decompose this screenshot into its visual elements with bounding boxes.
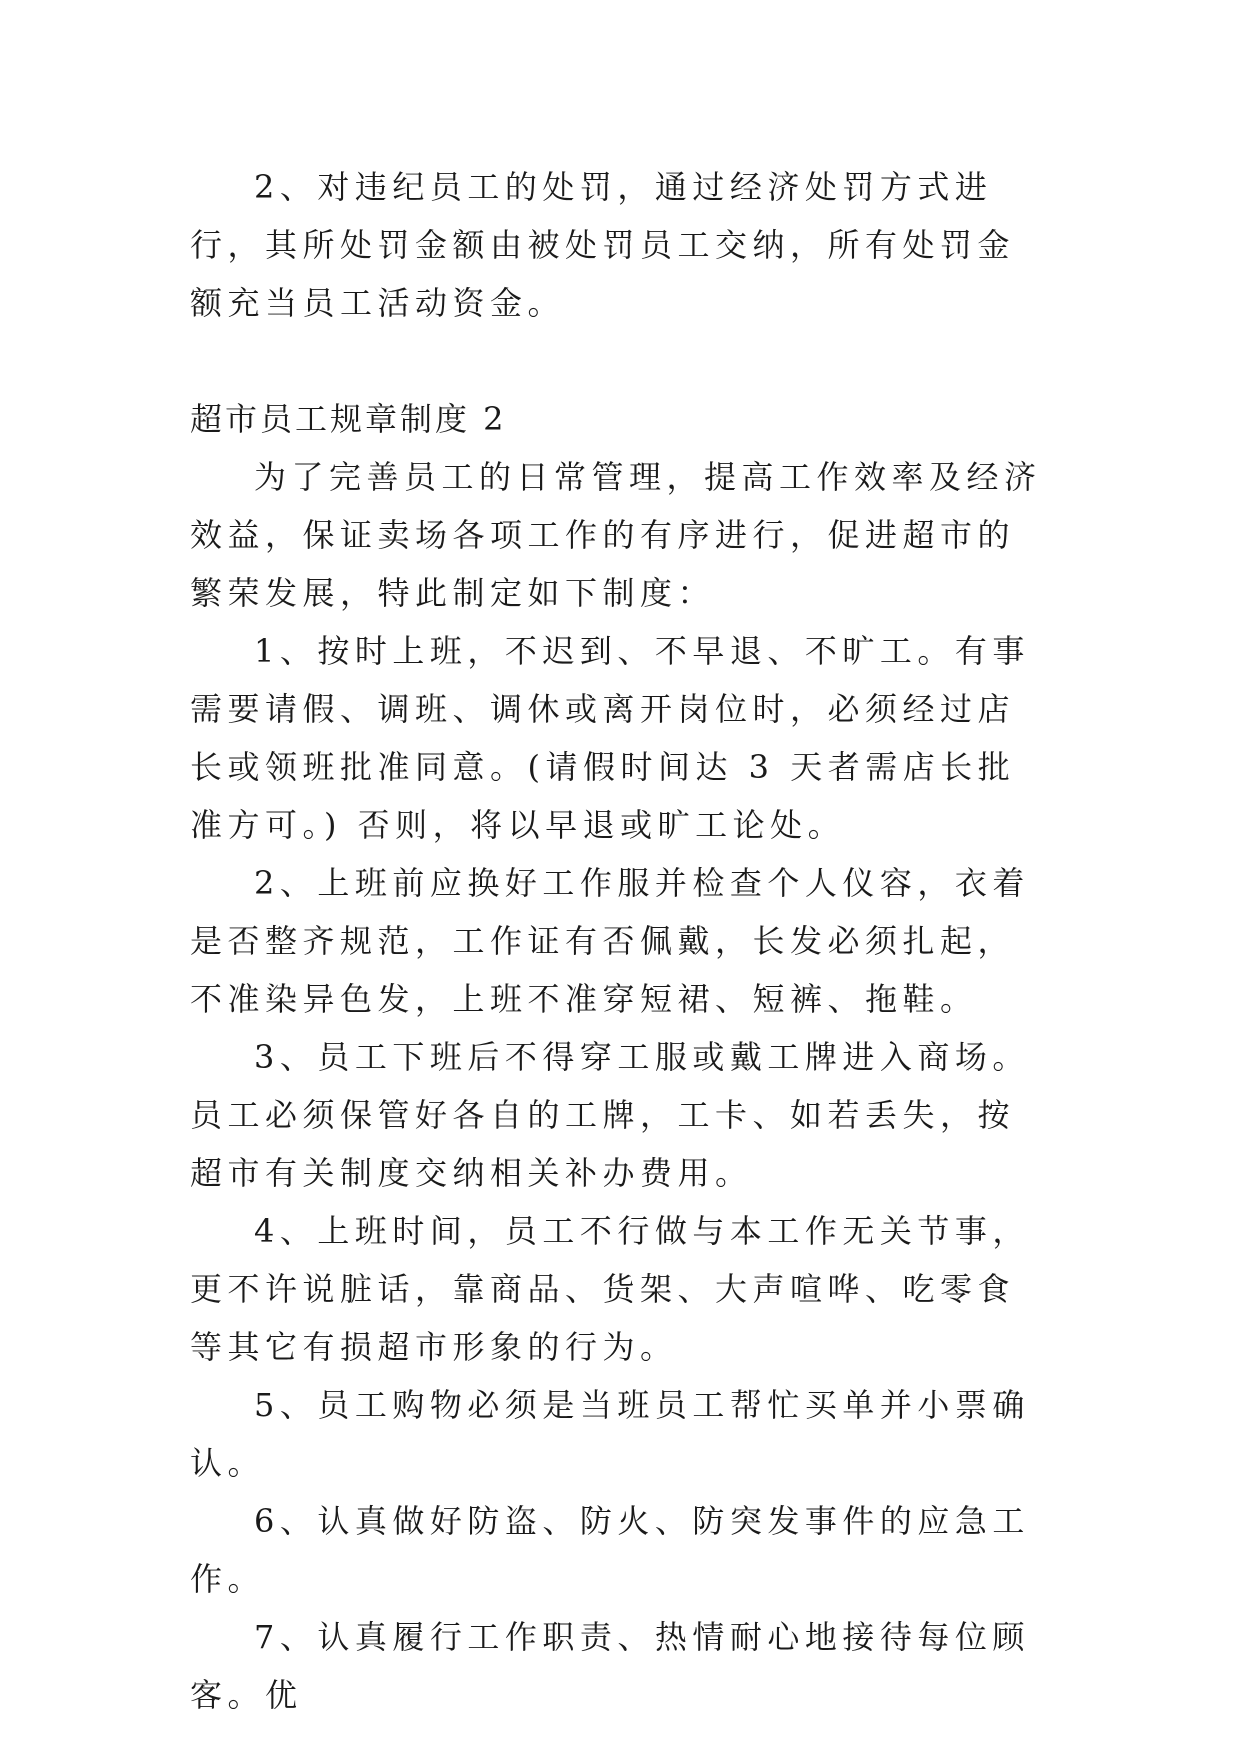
paragraph-intro: 为了完善员工的日常管理，提高工作效率及经济效益，保证卖场各项工作的有序进行，促进超市的繁荣发展，特此制定如下制度： xyxy=(190,458,1042,612)
rule-item-2: 2、上班前应换好工作服并检查个人仪容，衣着是否整齐规范，工作证有否佩戴，长发必须扎起，不准染异色发，上班不准穿短裙、短裤、拖鞋。 xyxy=(190,864,1030,1018)
paragraph-gap xyxy=(190,332,1050,390)
rule-item-5: 5、员工购物必须是当班员工帮忙买单并小票确认。 xyxy=(190,1386,1030,1482)
document-page xyxy=(190,158,1050,1724)
rule-item-4: 4、上班时间，员工不行做与本工作无关节事，更不许说脏话，靠商品、货架、大声喧哗、吃零食等其它有损超市形象的行为。 xyxy=(190,1212,1030,1366)
section-title: 超市员工规章制度 2 xyxy=(190,400,507,438)
rule-item-1: 1、按时上班，不迟到、不早退、不旷工。有事需要请假、调班、调休或离开岗位时，必须经过店长或领班批准同意。(请假时间达 3 天者需店长批准方可。) 否则，将以早退或旷工论处。 xyxy=(190,632,1030,844)
rule-item-7: 7、认真履行工作职责、热情耐心地接待每位顾客。优 xyxy=(190,1618,1030,1714)
rule-item-3: 3、员工下班后不得穿工服或戴工牌进入商场。员工必须保管好各自的工牌，工卡、如若丢失，按超市有关制度交纳相关补办费用。 xyxy=(190,1038,1030,1192)
paragraph-penalty: 2、对违纪员工的处罚，通过经济处罚方式进行，其所处罚金额由被处罚员工交纳，所有处罚金额充当员工活动资金。 xyxy=(190,168,1016,322)
rule-item-6: 6、认真做好防盗、防火、防突发事件的应急工作。 xyxy=(190,1502,1030,1598)
